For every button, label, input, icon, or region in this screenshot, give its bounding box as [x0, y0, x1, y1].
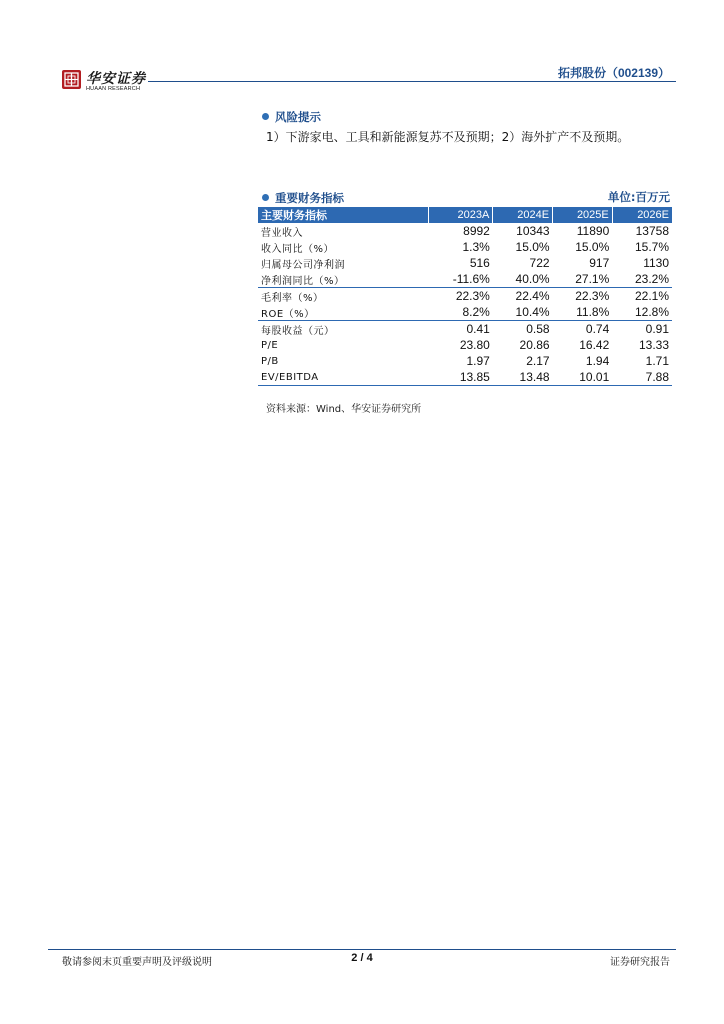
- table-cell: 516: [469, 256, 490, 270]
- footer-disclaimer: 敬请参阅末页重要声明及评级说明: [62, 957, 212, 968]
- row-label: 归属母公司净利润: [261, 259, 345, 271]
- table-cell: 22.1%: [634, 289, 669, 303]
- table-cell: 11890: [576, 224, 610, 238]
- table-cell: 13.85: [429, 369, 493, 386]
- row-label: 营业收入: [261, 227, 303, 239]
- table-cell: 15.0%: [575, 240, 610, 254]
- risk-text: 1）下游家电、工具和新能源复苏不及预期；2）海外扩产不及预期。: [266, 130, 630, 144]
- financial-table: [258, 207, 672, 386]
- table-cell: 22.3%: [455, 289, 490, 303]
- report-type: 证券研究报告: [610, 957, 670, 968]
- table-cell: 2.17: [526, 354, 550, 368]
- table-cell: 1130: [643, 256, 669, 270]
- table-row: [258, 321, 672, 338]
- column-header: 2025E: [553, 207, 613, 223]
- table-cell: 722: [529, 256, 550, 270]
- table-row: [258, 369, 672, 386]
- table-cell: 13.33: [638, 338, 669, 352]
- column-header: 2023A: [429, 207, 493, 223]
- table-cell: 22.4%: [515, 289, 550, 303]
- table-cell: 1.97: [466, 354, 490, 368]
- table-cell: 22.3%: [575, 289, 610, 303]
- report-header-title: [558, 64, 670, 81]
- table-row: [258, 239, 672, 255]
- table-cell: 13758: [635, 224, 669, 238]
- table-cell: 0.91: [645, 322, 669, 336]
- table-cell: 15.0%: [515, 240, 550, 254]
- seal-icon: [62, 70, 81, 89]
- table-cell: 8.2%: [429, 304, 493, 321]
- table-cell: 23.2%: [612, 271, 672, 288]
- row-label: 收入同比（%）: [261, 243, 335, 255]
- bullet-icon: [262, 113, 269, 120]
- table-cell: 20.86: [519, 338, 550, 352]
- table-row: [258, 223, 672, 239]
- row-label: P/E: [261, 339, 279, 351]
- table-cell: 16.42: [579, 338, 610, 352]
- table-cell: 7.88: [612, 369, 672, 386]
- stock-code: （002139）: [605, 66, 670, 80]
- table-cell: 917: [589, 256, 610, 270]
- column-header: 2024E: [493, 207, 553, 223]
- table-cell: 13.48: [493, 369, 553, 386]
- bullet-icon: [262, 194, 269, 201]
- table-row: [258, 337, 672, 353]
- page-number: 2 / 4: [351, 952, 373, 964]
- row-label: 每股收益（元）: [261, 325, 335, 337]
- table-row: [258, 255, 672, 271]
- table-cell: -11.6%: [429, 271, 493, 288]
- table-row: [258, 353, 672, 369]
- data-source-note: 资料来源：Wind、华安证券研究所: [266, 404, 422, 415]
- table-cell: 15.7%: [634, 240, 669, 254]
- table-cell: 11.8%: [553, 304, 613, 321]
- row-label: P/B: [261, 355, 279, 367]
- row-label: EV/EBITDA: [258, 369, 429, 386]
- table-row: [258, 304, 672, 321]
- table-row: [258, 288, 672, 305]
- table-cell: 40.0%: [493, 271, 553, 288]
- table-cell: 10343: [516, 224, 550, 238]
- column-header: 主要财务指标: [258, 207, 429, 223]
- row-label: ROE（%）: [258, 304, 429, 321]
- company-logo: [62, 68, 152, 94]
- logo-en-text: HUAAN RESEARCH: [86, 86, 141, 92]
- table-cell: 1.71: [645, 354, 669, 368]
- table-row: [258, 271, 672, 288]
- table-cell: 23.80: [459, 338, 490, 352]
- table-cell: 10.01: [553, 369, 613, 386]
- financial-title-text: 重要财务指标: [275, 191, 344, 205]
- footer-divider: [48, 949, 676, 950]
- table-cell: 0.74: [585, 322, 610, 336]
- table-cell: 0.58: [526, 322, 550, 336]
- table-cell: 1.3%: [462, 240, 490, 254]
- company-name: 拓邦股份: [557, 66, 606, 80]
- row-label: 毛利率（%）: [261, 292, 324, 304]
- risk-title-text: 风险提示: [275, 110, 321, 124]
- table-cell: 0.41: [466, 322, 490, 336]
- table-cell: 10.4%: [493, 304, 553, 321]
- table-cell: 1.94: [585, 354, 610, 368]
- header-divider: [148, 81, 676, 82]
- unit-label: 单位:百万元: [607, 190, 670, 204]
- logo-cn-text: 华安证券: [86, 71, 146, 87]
- risk-section-title: [262, 109, 321, 125]
- table-header-row: [258, 207, 672, 223]
- financial-section-title: [262, 190, 344, 206]
- row-label: 净利润同比（%）: [258, 271, 429, 288]
- table-cell: 8992: [463, 224, 490, 238]
- table-cell: 12.8%: [612, 304, 672, 321]
- column-header: 2026E: [612, 207, 672, 223]
- table-cell: 27.1%: [553, 271, 613, 288]
